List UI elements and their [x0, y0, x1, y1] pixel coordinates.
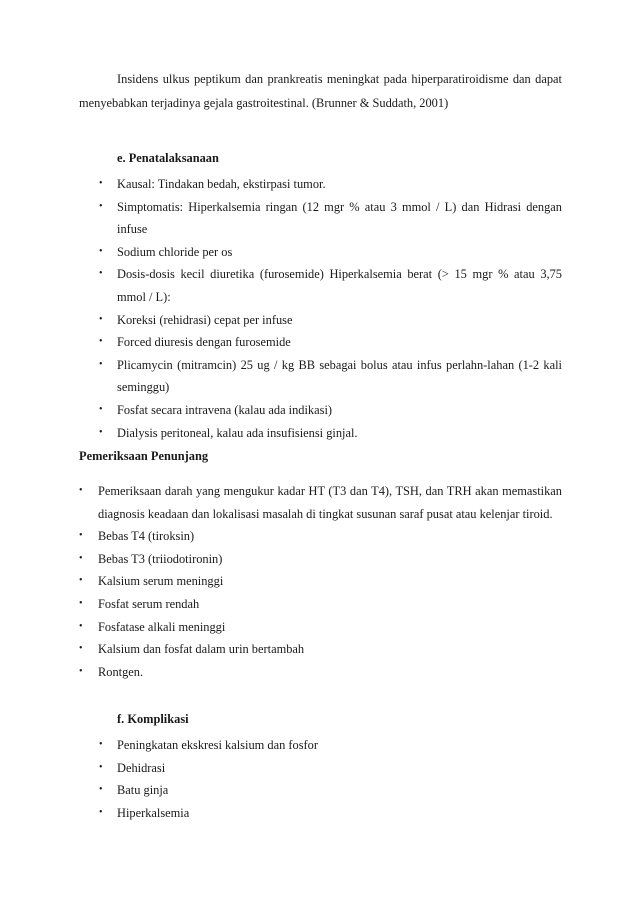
- list-item: [79, 593, 562, 616]
- list-item: [99, 196, 562, 241]
- bullet-icon: •: [99, 268, 103, 280]
- bullet-icon: •: [99, 336, 103, 348]
- list-item-text: Batu ginja: [117, 783, 169, 798]
- bullet-icon: •: [79, 620, 83, 632]
- list-item-text: Fosfatase alkali meninggi: [98, 619, 226, 634]
- list-item-text: Plicamycin (mitramcin) 25 ug / kg BB sebagai bolus atau infus perlahn-lahan (1-2 kali seminggu): [117, 357, 562, 395]
- list-item-text: Kausal: Tindakan bedah, ekstirpasi tumor.: [117, 177, 326, 191]
- bullet-icon: •: [79, 665, 83, 677]
- bullet-icon: •: [99, 358, 103, 370]
- list-item: [99, 309, 562, 332]
- list-item-text: Dosis-dosis kecil diuretika (furosemide) Hiperkalsemia berat (> 15 mgr % atau 3,75 mmol / L):: [117, 267, 562, 304]
- list-item-text: Fosfat secara intravena (kalau ada indikasi): [117, 402, 333, 417]
- list-item: [99, 399, 562, 422]
- list-item: [79, 570, 562, 593]
- bullet-icon: •: [99, 806, 103, 818]
- bullet-icon: •: [99, 761, 103, 773]
- list-item: [79, 616, 562, 639]
- list-item-text: Hiperkalsemia: [117, 805, 190, 820]
- bullet-icon: •: [79, 575, 83, 587]
- bullet-icon: •: [99, 739, 103, 750]
- bullet-icon: •: [99, 200, 103, 212]
- list-item-text: Rontgen.: [98, 664, 144, 679]
- bullet-icon: •: [79, 530, 83, 542]
- list-item: [99, 757, 562, 780]
- bullet-icon: •: [79, 552, 83, 564]
- list-item-text: Bebas T3 (triiodotironin): [98, 551, 223, 566]
- list-item-text: Kalsium dan fosfat dalam urin bertambah: [98, 642, 305, 657]
- section-e-heading: e. Penatalaksanaan: [117, 151, 219, 165]
- bullet-icon: •: [79, 597, 83, 609]
- list-item-text: Dehidrasi: [117, 760, 166, 775]
- list-item: [79, 548, 562, 571]
- list-item: [79, 525, 562, 548]
- list-item: [99, 354, 562, 399]
- bullet-icon: •: [99, 178, 103, 189]
- list-item-text: Simptomatis: Hiperkalsemia ringan (12 mgr % atau 3 mmol / L) dan Hidrasi dengan infuse: [117, 199, 562, 237]
- list-item: [99, 241, 562, 264]
- list-item: [99, 779, 562, 802]
- bullet-icon: •: [99, 784, 103, 796]
- bullet-icon: •: [99, 403, 103, 415]
- list-item-text: Forced diuresis dengan furosemide: [117, 335, 291, 350]
- intro-text: Insidens ulkus peptikum dan prankreatis meningkat pada hiperparatiroidisme dan dapat menyebabkan terjadinya gejala gastroitestinal. (Brunner & Suddath, 2001): [79, 72, 562, 110]
- bullet-icon: •: [79, 485, 83, 496]
- list-item-text: Fosfat serum rendah: [98, 596, 200, 611]
- list-item: [99, 331, 562, 354]
- bullet-icon: •: [79, 643, 83, 655]
- bullet-icon: •: [99, 313, 103, 325]
- section-f-heading: f. Komplikasi: [117, 712, 189, 726]
- list-item: [79, 661, 562, 684]
- list-item-text: Dialysis peritoneal, kalau ada insufisiensi ginjal.: [117, 425, 358, 440]
- list-item-text: Kalsium serum meninggi: [98, 574, 224, 589]
- list-item: [99, 802, 562, 825]
- pemeriksaan-heading: Pemeriksaan Penunjang: [79, 449, 209, 463]
- list-item: [99, 263, 562, 308]
- list-item-text: Bebas T4 (tiroksin): [98, 529, 195, 544]
- list-item: [99, 734, 562, 757]
- list-item: [99, 422, 562, 445]
- bullet-icon: •: [99, 245, 103, 257]
- list-item-text: Pemeriksaan darah yang mengukur kadar HT (T3 dan T4), TSH, dan TRH akan memastikan diagnosis keadaan dan lokalisasi masalah di tingkat susunan saraf pusat atau kelenjar tiroid.: [98, 484, 562, 521]
- list-item: [79, 638, 562, 661]
- pemeriksaan-list: [79, 480, 562, 683]
- list-item: [99, 173, 562, 196]
- section-e-list: [99, 173, 562, 444]
- list-item-text: Sodium chloride per os: [117, 244, 233, 259]
- list-item-text: Peningkatan ekskresi kalsium dan fosfor: [117, 738, 318, 752]
- bullet-icon: •: [99, 426, 103, 438]
- list-item-text: Koreksi (rehidrasi) cepat per infuse: [117, 312, 293, 327]
- intro-paragraph: [79, 67, 562, 115]
- list-item: [79, 480, 562, 525]
- section-f-list: [99, 734, 562, 824]
